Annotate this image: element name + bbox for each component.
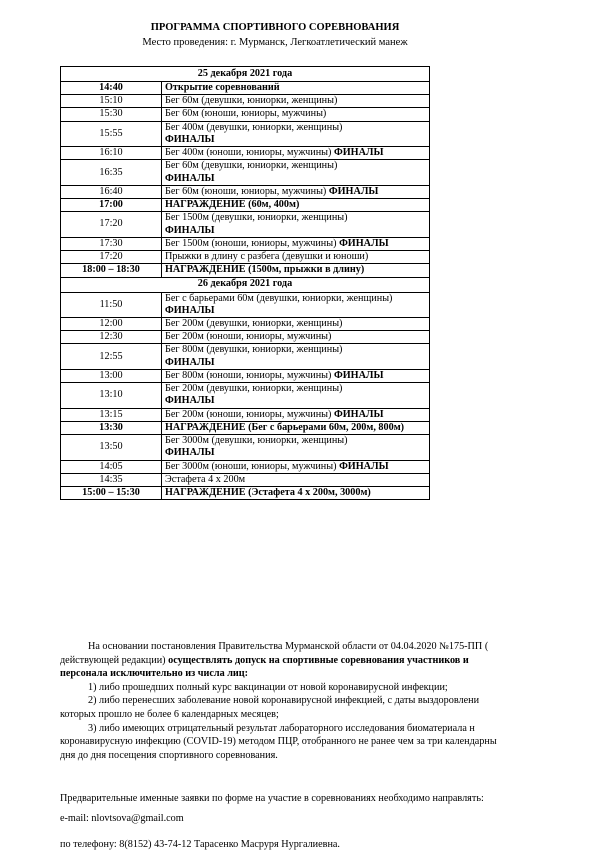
schedule-row [61, 251, 430, 264]
event-time: 17:20 [61, 251, 162, 264]
day-date: 26 декабря 2021 года [61, 277, 430, 292]
notice-intro [60, 640, 600, 681]
event-label: Бег 60м (юноши, юниоры, мужчины) [165, 108, 327, 120]
finals-label: ФИНАЛЫ [165, 224, 215, 236]
event-name [162, 331, 430, 344]
event-name [162, 383, 430, 408]
location-subtitle: Место проведения: г. Мурманск, Легкоатлетический манеж [142, 37, 408, 48]
event-name [162, 292, 430, 317]
event-time: 15:00 – 15:30 [61, 487, 162, 500]
notice-item: 1) либо прошедших полный курс вакцинации от новой коронавирусной инфекции; [88, 681, 448, 693]
day-header-row [61, 67, 430, 82]
event-time: 15:30 [61, 108, 162, 121]
notice-intro-text-2: действующей редакции) [60, 654, 169, 666]
event-label: Бег 800м (юноши, юниоры, мужчины) [165, 369, 332, 381]
event-name [162, 95, 430, 108]
schedule-row [61, 95, 430, 108]
event-name [162, 473, 430, 486]
notice-intro-bold-2: персонала исключительно из числа лиц: [60, 668, 249, 680]
event-label: Бег 800м (девушки, юниорки, женщины) [165, 344, 343, 356]
event-time: 16:35 [61, 160, 162, 185]
schedule-row [61, 160, 430, 185]
event-label: Бег 3000м (юноши, юниоры, мужчины) [165, 460, 337, 472]
event-label: Бег 200м (девушки, юниорки, женщины) [165, 383, 343, 395]
event-name [162, 344, 430, 369]
event-label: Бег 60м (юноши, юниоры, мужчины) [165, 185, 327, 197]
finals-label: ФИНАЛЫ [333, 408, 384, 420]
notice-item: 3) либо имеющих отрицательный результат лабораторного исследования биоматериала н [88, 722, 475, 734]
event-time: 16:40 [61, 185, 162, 198]
event-label: Эстафета 4 х 200м [165, 473, 246, 485]
event-label: Бег 60м (девушки, юниорки, женщины) [165, 95, 338, 107]
notice-intro-text: На основании постановления Правительства Мурманской области от 04.04.2020 №175-ПП ( [88, 641, 489, 652]
event-name [162, 435, 430, 460]
finals-label: ФИНАЛЫ [165, 172, 215, 184]
notice-item: 2) либо перенесших заболевание новой коронавирусной инфекцией, с даты выздоровлени [88, 695, 480, 707]
event-label: Бег с барьерами 60м (девушки, юниорки, женщины) [165, 292, 393, 304]
schedule-row [61, 369, 430, 382]
notice-intro-bold: осуществлять допуск на спортивные соревнования участников и [168, 654, 469, 666]
event-label: Бег 200м (девушки, юниорки, женщины) [165, 317, 343, 329]
event-name [162, 251, 430, 264]
event-time: 13:50 [61, 435, 162, 460]
event-label: Бег 200м (юноши, юниоры, мужчины) [165, 408, 332, 420]
event-label: Бег 200м (юноши, юниоры, мужчины) [165, 331, 332, 343]
event-name [162, 264, 430, 277]
event-name [162, 147, 430, 160]
finals-label: ФИНАЛЫ [165, 304, 215, 316]
schedule-row [61, 121, 430, 146]
schedule-row [61, 264, 430, 277]
notice-item-cont: дня до дня посещения спортивного соревнования. [60, 749, 278, 761]
finals-label: ФИНАЛЫ [339, 460, 389, 472]
event-label: Бег 400м (девушки, юниорки, женщины) [165, 121, 343, 133]
event-label: НАГРАЖДЕНИЕ (1500м, прыжки в длину) [165, 264, 365, 276]
event-time: 15:10 [61, 95, 162, 108]
event-time: 13:15 [61, 408, 162, 421]
finals-label: ФИНАЛЫ [333, 147, 384, 159]
schedule-row [61, 408, 430, 421]
schedule-row [61, 212, 430, 237]
schedule-row [61, 108, 430, 121]
finals-label: ФИНАЛЫ [328, 185, 379, 197]
event-label: НАГРАЖДЕНИЕ (60м, 400м) [165, 199, 300, 211]
event-label: Бег 1500м (девушки, юниорки, женщины) [165, 212, 348, 224]
event-time: 18:00 – 18:30 [61, 264, 162, 277]
applications-text: Предварительные именные заявки по форме на участие в соревнованиях необходимо направлять: [60, 793, 484, 804]
notice-item-cont: коронавирусную инфекцию (COVID-19) методом ПЦР, отобранного не ранее чем за три календарны [60, 736, 497, 748]
event-name [162, 317, 430, 330]
event-label: НАГРАЖДЕНИЕ (Бег с барьерами 60м, 200м, 800м) [165, 421, 405, 433]
event-label: Прыжки в длину с разбега (девушки и юноши) [165, 251, 369, 263]
schedule-row [61, 185, 430, 198]
day-date: 25 декабря 2021 года [61, 67, 430, 82]
event-time: 13:10 [61, 383, 162, 408]
finals-label: ФИНАЛЫ [339, 237, 389, 249]
event-name [162, 160, 430, 185]
finals-label: ФИНАЛЫ [333, 369, 384, 381]
finals-label: ФИНАЛЫ [165, 356, 215, 368]
schedule-table [60, 66, 430, 500]
event-time: 13:30 [61, 421, 162, 434]
schedule-row [61, 292, 430, 317]
event-time: 12:55 [61, 344, 162, 369]
event-name [162, 421, 430, 434]
schedule-row [61, 331, 430, 344]
event-time: 14:40 [61, 82, 162, 95]
event-label: Бег 60м (девушки, юниорки, женщины) [165, 160, 338, 172]
finals-label: ФИНАЛЫ [165, 447, 215, 459]
finals-label: ФИНАЛЫ [165, 133, 215, 145]
schedule-row [61, 435, 430, 460]
event-name [162, 487, 430, 500]
event-name [162, 408, 430, 421]
event-time: 14:35 [61, 473, 162, 486]
event-label: НАГРАЖДЕНИЕ (Эстафета 4 х 200м, 3000м) [165, 487, 371, 499]
event-time: 13:00 [61, 369, 162, 382]
event-time: 12:30 [61, 331, 162, 344]
event-time: 17:30 [61, 237, 162, 250]
event-name [162, 212, 430, 237]
event-time: 11:50 [61, 292, 162, 317]
event-time: 15:55 [61, 121, 162, 146]
event-name [162, 121, 430, 146]
notice-block [60, 640, 600, 762]
event-time: 17:00 [61, 199, 162, 212]
event-name [162, 82, 430, 95]
event-time: 17:20 [61, 212, 162, 237]
event-time: 12:00 [61, 317, 162, 330]
event-name [162, 460, 430, 473]
phone-text: по телефону: 8(8152) 43-74-12 Тарасенко Масруря Нургалиевна. [60, 839, 340, 850]
event-label: Бег 1500м (юноши, юниоры, мужчины) [165, 237, 337, 249]
schedule-row [61, 421, 430, 434]
event-label: Бег 400м (юноши, юниоры, мужчины) [165, 147, 332, 159]
event-name [162, 237, 430, 250]
event-label: Открытие соревнований [165, 82, 280, 93]
event-name [162, 185, 430, 198]
notice-item-cont: которых прошло не более 6 календарных месяцев; [60, 708, 279, 720]
day-header-row [61, 277, 430, 292]
event-time: 16:10 [61, 147, 162, 160]
schedule-row [61, 383, 430, 408]
page-title: ПРОГРАММА СПОРТИВНОГО СОРЕВНОВАНИЯ [150, 22, 400, 33]
schedule-row [61, 487, 430, 500]
event-name [162, 108, 430, 121]
event-name [162, 369, 430, 382]
schedule-row [61, 344, 430, 369]
schedule-row [61, 317, 430, 330]
event-label: Бег 3000м (девушки, юниорки, женщины) [165, 435, 348, 447]
schedule-row [61, 147, 430, 160]
event-time: 14:05 [61, 460, 162, 473]
schedule-row [61, 82, 430, 95]
schedule-row [61, 237, 430, 250]
event-name [162, 199, 430, 212]
schedule-row [61, 460, 430, 473]
email-text: e-mail: nlovtsova@gmail.com [60, 813, 184, 824]
schedule-row [61, 199, 430, 212]
schedule-row [61, 473, 430, 486]
finals-label: ФИНАЛЫ [165, 395, 215, 407]
